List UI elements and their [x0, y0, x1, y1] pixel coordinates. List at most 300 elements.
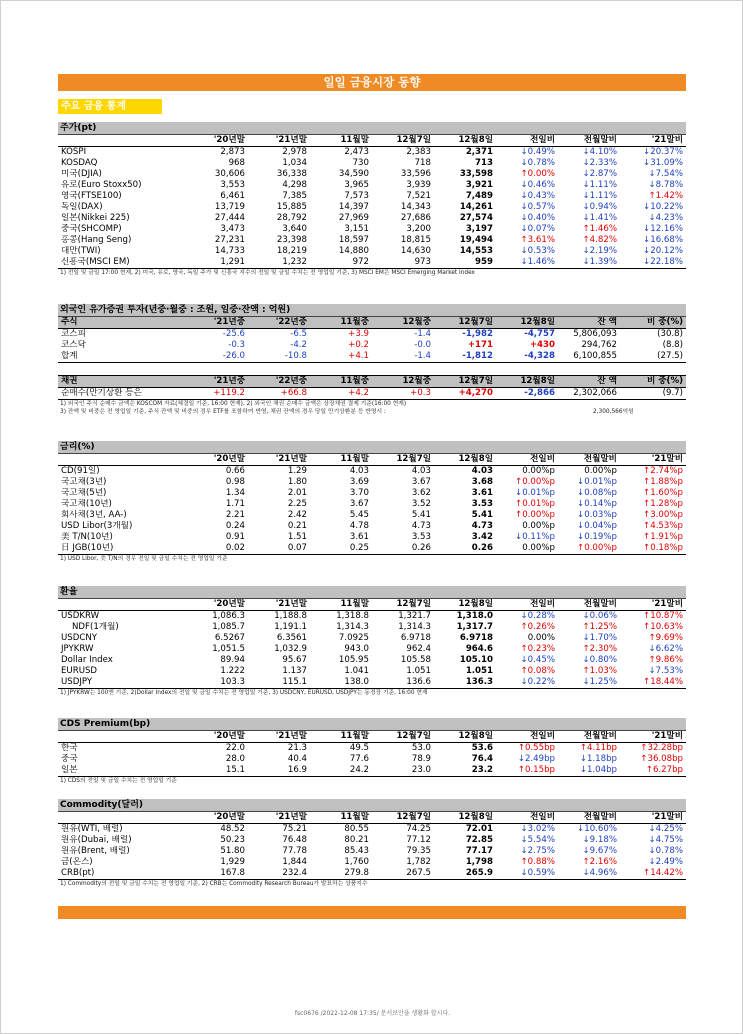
table-cell: +119.2 — [186, 387, 248, 399]
table-row — [58, 644, 686, 655]
table-cell: 3.70 — [349, 487, 369, 498]
table-cell: 0.91 — [225, 531, 245, 542]
table-cell: ↓10.60% — [577, 823, 617, 834]
table-cell: 72.85 — [465, 834, 493, 845]
table-cell: 1,191.1 — [274, 621, 307, 632]
table-cell: 1,086.3 — [212, 610, 245, 621]
commodity-title: Commodity(달러) — [58, 799, 686, 812]
col-header — [58, 599, 186, 610]
table-cell: ↑4.11bp — [579, 742, 617, 753]
table-cell: ↓5.54% — [520, 834, 555, 845]
table-cell: 0.25 — [310, 543, 372, 554]
table-cell: -4.2 — [290, 339, 307, 350]
table-cell: ↓22.18% — [620, 257, 686, 268]
table-cell: 103.3 — [186, 677, 248, 688]
col-header: 12월8일 — [434, 135, 496, 146]
table-cell: ↓4.96% — [558, 868, 620, 879]
row-label: USDCNY — [61, 632, 98, 643]
cds-table — [58, 731, 686, 777]
table-cell: 3.52 — [411, 498, 431, 509]
col-header: 12월8일 — [496, 375, 558, 387]
table-cell: 2,473 — [344, 146, 369, 157]
table-cell: 1.29 — [287, 465, 307, 476]
table-cell: 4.03 — [471, 465, 493, 476]
table-cell: -4,757 — [524, 328, 555, 339]
table-cell: ↑14.42% — [620, 868, 686, 879]
table-cell: 232.4 — [248, 868, 310, 879]
table-cell: 3.61 — [349, 531, 369, 542]
table-cell: (30.8) — [657, 328, 683, 339]
col-header: 전일비 — [496, 454, 558, 465]
table-cell: 3,151 — [344, 223, 369, 234]
table-cell: 0.21 — [287, 520, 307, 531]
table-cell: 6,461 — [220, 190, 245, 201]
table-cell: ↑0.00%p — [558, 543, 620, 554]
table-cell: 1,318.0 — [456, 610, 493, 621]
rates-title: 금리(%) — [58, 441, 686, 454]
table-cell: ↓4.25% — [648, 823, 683, 834]
table-cell: ↓0.01%p — [515, 487, 555, 498]
col-header: '21년말 — [248, 731, 310, 742]
table-cell: 80.21 — [344, 834, 369, 845]
table-cell: ↓0.11%p — [515, 531, 555, 542]
col-header — [58, 135, 186, 146]
table-cell: +430 — [529, 339, 555, 350]
table-cell: 1.51 — [287, 531, 307, 542]
row-label: 국고채(10년) — [61, 498, 112, 509]
table-cell: 115.1 — [248, 677, 310, 688]
table-cell: 14,630 — [400, 245, 431, 256]
table-cell: ↑0.00%p — [515, 476, 555, 487]
table-cell: 77.78 — [282, 845, 307, 856]
table-cell: 1,051.5 — [212, 643, 245, 654]
col-header: '21년중 — [186, 375, 248, 387]
table-cell: ↑0.23% — [520, 643, 555, 654]
table-cell: 1,232 — [248, 257, 310, 268]
table-cell: 75.21 — [282, 823, 307, 834]
table-cell: -6.5 — [290, 328, 307, 339]
table-cell: 18,219 — [276, 245, 307, 256]
table-cell: 36,338 — [276, 168, 307, 179]
table-cell: 89.94 — [220, 654, 245, 665]
table-cell: 48.52 — [220, 823, 245, 834]
table-cell: 105.58 — [400, 654, 431, 665]
row-label: 홍콩(Hang Seng) — [61, 234, 132, 245]
table-cell: 13,719 — [214, 201, 245, 212]
table-cell: ↑0.01%p — [515, 498, 555, 509]
table-cell: 1,314.3 — [398, 621, 431, 632]
table-cell: ↑6.27bp — [620, 765, 686, 776]
table-cell: 3.67 — [411, 476, 431, 487]
table-cell: -0.3 — [228, 339, 245, 350]
table-cell: ↑4.53%p — [643, 520, 683, 531]
row-label: Dollar Index — [61, 654, 113, 665]
col-header: '21말비 — [620, 135, 686, 146]
row-label: 일본 — [58, 765, 186, 776]
col-header — [58, 812, 186, 823]
col-header: '20년말 — [186, 731, 248, 742]
col-header: '21년중 — [186, 317, 248, 328]
table-cell: 77.12 — [406, 834, 431, 845]
table-cell: ↓7.54% — [648, 168, 683, 179]
row-label: KOSDAQ — [61, 157, 98, 168]
table-cell: 294,762 — [581, 339, 617, 350]
row-label: 대만(TWI) — [61, 245, 101, 256]
table-cell: ↓0.80% — [582, 654, 617, 665]
table-cell: ↓0.14%p — [577, 498, 617, 509]
table-cell: 959 — [434, 257, 496, 268]
row-label: USDJPY — [58, 677, 186, 688]
table-cell: ↑2.30% — [582, 643, 617, 654]
table-cell: +66.8 — [248, 387, 310, 399]
table-cell: +3.9 — [348, 328, 369, 339]
table-cell: 2,873 — [220, 146, 245, 157]
col-header: '21년말 — [248, 599, 310, 610]
table-cell: 27,686 — [400, 212, 431, 223]
col-header: 전월말비 — [558, 454, 620, 465]
table-cell: 77.17 — [465, 845, 493, 856]
table-cell: 4.73 — [411, 520, 431, 531]
foreign-title: 외국인 유가증권 투자(년중·월중 : 조원, 일중·잔액 : 억원) — [58, 304, 686, 317]
col-header: '21말비 — [620, 812, 686, 823]
table-cell: ↑1.25% — [582, 621, 617, 632]
table-cell: 14,553 — [459, 245, 493, 256]
table-row — [58, 146, 686, 157]
table-cell: ↓2.49bp — [517, 753, 555, 764]
col-header: 12월8일 — [434, 812, 496, 823]
table-cell: 5.41 — [471, 509, 493, 520]
table-cell: 7,385 — [282, 190, 307, 201]
table-row — [58, 633, 686, 644]
table-cell: 2,302,066 — [558, 387, 620, 399]
row-label: 국고채(3년) — [61, 476, 107, 487]
table-cell: ↑1.28%p — [643, 498, 683, 509]
table-cell: 713 — [475, 157, 493, 168]
row-label: 중국 — [61, 753, 78, 764]
table-cell: 7,521 — [406, 190, 431, 201]
table-row — [58, 235, 686, 246]
table-row — [58, 340, 686, 351]
table-cell: 28,792 — [276, 212, 307, 223]
foreign-block — [58, 304, 686, 416]
table-cell: 80.55 — [344, 823, 369, 834]
table-cell: ↓0.07% — [520, 223, 555, 234]
col-header: 12월7일 — [372, 135, 434, 146]
col-header: '21년말 — [248, 454, 310, 465]
table-cell: ↓0.19%p — [577, 531, 617, 542]
table-row — [58, 202, 686, 213]
table-row — [58, 169, 686, 180]
table-cell: 2.01 — [287, 487, 307, 498]
table-cell: -26.0 — [186, 351, 248, 362]
table-cell: 973 — [372, 257, 434, 268]
fx-title: 환율 — [58, 586, 686, 599]
table-cell: 27,231 — [214, 234, 245, 245]
table-cell: -1.4 — [372, 351, 434, 362]
table-cell: 136.3 — [434, 677, 496, 688]
table-cell: 28.0 — [225, 753, 245, 764]
table-cell: 1.80 — [287, 476, 307, 487]
cds-block — [58, 718, 686, 785]
cds-title: CDS Premium(bp) — [58, 718, 686, 731]
row-label: 코스닥 — [61, 339, 86, 350]
table-cell: 972 — [310, 257, 372, 268]
table-cell: 3,197 — [465, 223, 493, 234]
table-cell: ↓10.22% — [643, 201, 683, 212]
table-cell: ↑1.60%p — [643, 487, 683, 498]
table-cell: 18,597 — [338, 234, 369, 245]
table-cell: 105.95 — [338, 654, 369, 665]
table-cell: 14,343 — [400, 201, 431, 212]
table-cell: 3.69 — [349, 476, 369, 487]
row-label: 원유(WTI, 배럴) — [61, 823, 123, 834]
table-cell: ↓1.41% — [582, 212, 617, 223]
table-row — [58, 610, 686, 621]
table-row — [58, 857, 686, 868]
row-label: 합계 — [58, 351, 186, 362]
col-header: 12월7일 — [372, 599, 434, 610]
table-cell: 14,733 — [214, 245, 245, 256]
table-cell: ↓2.87% — [582, 168, 617, 179]
table-cell: 4.73 — [471, 520, 493, 531]
commodity-table — [58, 812, 686, 880]
table-cell: ↑1.03% — [582, 665, 617, 676]
table-cell: 3,200 — [406, 223, 431, 234]
table-cell: ↓2.75% — [520, 845, 555, 856]
table-row — [58, 257, 686, 268]
table-cell: -1.4 — [414, 328, 431, 339]
footer-text: fsc0676 /2022-12-08 17:35/ 문서보안을 생활화 합시다. — [294, 1010, 451, 1017]
table-cell: ↓0.40% — [520, 212, 555, 223]
table-cell: 964.6 — [465, 643, 493, 654]
col-header: 12월7일 — [434, 375, 496, 387]
col-header: 전월말비 — [558, 599, 620, 610]
table-cell: 33,596 — [400, 168, 431, 179]
table-cell: 3.53 — [471, 498, 493, 509]
table-cell: 943.0 — [344, 643, 369, 654]
table-cell: 15,885 — [276, 201, 307, 212]
row-label: NDF(1개월) — [72, 621, 119, 632]
table-row — [58, 835, 686, 846]
col-header: 비 중(%) — [620, 375, 686, 387]
table-cell: 4.78 — [349, 520, 369, 531]
table-cell: 3.42 — [471, 531, 493, 542]
table-cell: ↓16.68% — [643, 234, 683, 245]
table-row — [58, 158, 686, 169]
table-cell: 1,314.3 — [336, 621, 369, 632]
table-cell: 0.24 — [225, 520, 245, 531]
table-cell: 19,494 — [459, 234, 493, 245]
table-cell: -25.6 — [222, 328, 245, 339]
table-cell: ↓0.78% — [648, 845, 683, 856]
report-title: 일일 금융시장 동향 — [58, 74, 686, 91]
row-label: 美 T/N(10년) — [61, 531, 113, 542]
row-label: 원유(Brent, 배럴) — [61, 845, 130, 856]
col-header: 11월중 — [310, 375, 372, 387]
table-cell: 51.80 — [220, 845, 245, 856]
row-label: 유로(Euro Stoxx50) — [61, 179, 142, 190]
table-cell: 27,444 — [214, 212, 245, 223]
col-header: 12월7일 — [372, 812, 434, 823]
table-cell: 3.61 — [471, 487, 493, 498]
table-row — [58, 823, 686, 834]
table-cell: ↓9.18% — [582, 834, 617, 845]
col-header: 잔 액 — [558, 317, 620, 328]
col-header: 전일비 — [496, 135, 558, 146]
table-row — [58, 191, 686, 202]
foreign-note-2 — [58, 408, 686, 416]
col-header: '21말비 — [620, 731, 686, 742]
foreign-stock-table — [58, 317, 686, 363]
row-label: 중국(SHCOMP) — [61, 223, 122, 234]
table-cell: 6,100,855 — [558, 351, 620, 362]
table-cell: 7.0925 — [338, 632, 369, 643]
table-cell: 5.45 — [349, 509, 369, 520]
table-cell: ↑1.42% — [648, 190, 683, 201]
table-cell: ↑0.55bp — [517, 742, 555, 753]
col-header: 11월말 — [310, 135, 372, 146]
table-cell: ↑32.28bp — [640, 742, 683, 753]
table-cell: 138.0 — [310, 677, 372, 688]
table-cell: ↑3.61% — [520, 234, 555, 245]
table-cell: ↓20.12% — [643, 245, 683, 256]
table-cell: ↑0.00% — [520, 168, 555, 179]
table-cell: 14,880 — [338, 245, 369, 256]
row-label: USDKRW — [61, 610, 100, 621]
table-cell: 18,815 — [400, 234, 431, 245]
table-cell: ↑0.88% — [520, 856, 555, 867]
table-cell: ↑36.08bp — [640, 753, 683, 764]
table-cell: 2,978 — [282, 146, 307, 157]
table-cell: ↓0.22% — [496, 677, 558, 688]
fx-note: 1) JPYKRW는 100엔 기준, 2)Dollar Index의 전일 및 금일 수치는 전 영업일 기준, 3) USDCNY, EURUSD, USDJPY는 동경장 기준, 16:00 현재 — [60, 689, 428, 696]
table-cell: 0.98 — [225, 476, 245, 487]
table-cell: ↓1.11% — [582, 190, 617, 201]
table-cell: ↓0.59% — [496, 868, 558, 879]
row-label: 원유(Dubai, 배럴) — [61, 834, 132, 845]
row-label: EURUSD — [61, 665, 98, 676]
table-cell: 3,965 — [344, 179, 369, 190]
col-header: '21말비 — [620, 599, 686, 610]
table-cell: 30,606 — [214, 168, 245, 179]
table-cell: 167.8 — [186, 868, 248, 879]
table-cell: 79.35 — [406, 845, 431, 856]
table-row — [58, 532, 686, 543]
row-label: 국고채(5년) — [61, 487, 107, 498]
table-row — [58, 246, 686, 257]
table-cell: 40.4 — [287, 753, 307, 764]
table-cell: 76.48 — [282, 834, 307, 845]
table-row — [58, 387, 686, 399]
table-cell: ↓20.37% — [643, 146, 683, 157]
table-cell: ↓0.94% — [582, 201, 617, 212]
table-cell: ↓9.67% — [582, 845, 617, 856]
table-cell: ↑0.08% — [520, 665, 555, 676]
table-cell: 267.5 — [372, 868, 434, 879]
table-cell: 1,032.9 — [274, 643, 307, 654]
table-cell: 4.03 — [411, 465, 431, 476]
table-row — [58, 765, 686, 776]
col-header: 11월말 — [310, 454, 372, 465]
table-cell: 3,921 — [465, 179, 493, 190]
table-row — [58, 499, 686, 510]
table-cell: 6.9718 — [400, 632, 431, 643]
row-label: JPYKRW — [61, 643, 94, 654]
table-cell: 0.66 — [225, 465, 245, 476]
table-cell: 1,317.7 — [456, 621, 493, 632]
table-cell: ↑1.91%p — [643, 531, 683, 542]
fx-table — [58, 599, 686, 689]
col-header: 비 중(%) — [620, 317, 686, 328]
table-cell: 23.2 — [434, 765, 496, 776]
fx-block — [58, 586, 686, 697]
table-cell: ↓4.75% — [648, 834, 683, 845]
row-label: 신흥국(MSCI EM) — [58, 257, 186, 268]
table-cell: 1,782 — [406, 856, 431, 867]
row-label: USD Libor(3개월) — [61, 520, 133, 531]
table-cell: 1,929 — [220, 856, 245, 867]
table-row — [58, 477, 686, 488]
table-cell: ↓0.06% — [582, 610, 617, 621]
table-cell: 27,969 — [338, 212, 369, 223]
col-header: 채권 — [58, 375, 186, 387]
stocks-table — [58, 135, 686, 269]
table-cell: +0.2 — [348, 339, 369, 350]
table-cell: 95.67 — [282, 654, 307, 665]
table-cell: 3,640 — [282, 223, 307, 234]
table-cell: 279.8 — [310, 868, 372, 879]
row-label: 순매수(만기상환 등은 — [58, 387, 186, 399]
table-cell: 77.6 — [349, 753, 369, 764]
col-header: '22년중 — [248, 317, 310, 328]
table-cell: 5.41 — [411, 509, 431, 520]
col-header: 12월8일 — [434, 599, 496, 610]
table-cell: 1,844 — [282, 856, 307, 867]
table-cell: 968 — [228, 157, 245, 168]
table-cell: 1,188.8 — [274, 610, 307, 621]
row-label: KOSPI — [61, 146, 87, 157]
table-cell: ↓1.25% — [558, 677, 620, 688]
table-cell: ↓2.49% — [648, 856, 683, 867]
table-cell: 2.25 — [287, 498, 307, 509]
table-cell: 53.6 — [471, 742, 493, 753]
table-cell: 24.2 — [310, 765, 372, 776]
table-cell: ↓2.19% — [582, 245, 617, 256]
table-row — [58, 754, 686, 765]
table-cell: ↓1.04bp — [558, 765, 620, 776]
table-cell: 49.5 — [349, 742, 369, 753]
table-cell: 3,939 — [406, 179, 431, 190]
table-row — [58, 465, 686, 476]
table-cell: 1.051 — [465, 665, 493, 676]
table-cell: 3.67 — [349, 498, 369, 509]
table-cell: ↓4.23% — [648, 212, 683, 223]
table-cell: ↓12.16% — [643, 223, 683, 234]
table-cell: 85.43 — [344, 845, 369, 856]
table-cell: 0.00%p — [496, 543, 558, 554]
table-cell: 136.6 — [372, 677, 434, 688]
col-header: '21말비 — [620, 454, 686, 465]
table-cell: ↑9.69% — [648, 632, 683, 643]
table-cell: 1,321.7 — [398, 610, 431, 621]
stocks-block — [58, 122, 686, 277]
table-cell: 2.21 — [225, 509, 245, 520]
table-row — [58, 543, 686, 554]
table-cell: 23,398 — [276, 234, 307, 245]
table-cell: 0.00%p — [584, 465, 617, 476]
table-cell: 1.137 — [282, 665, 307, 676]
table-cell: 105.10 — [459, 654, 493, 665]
